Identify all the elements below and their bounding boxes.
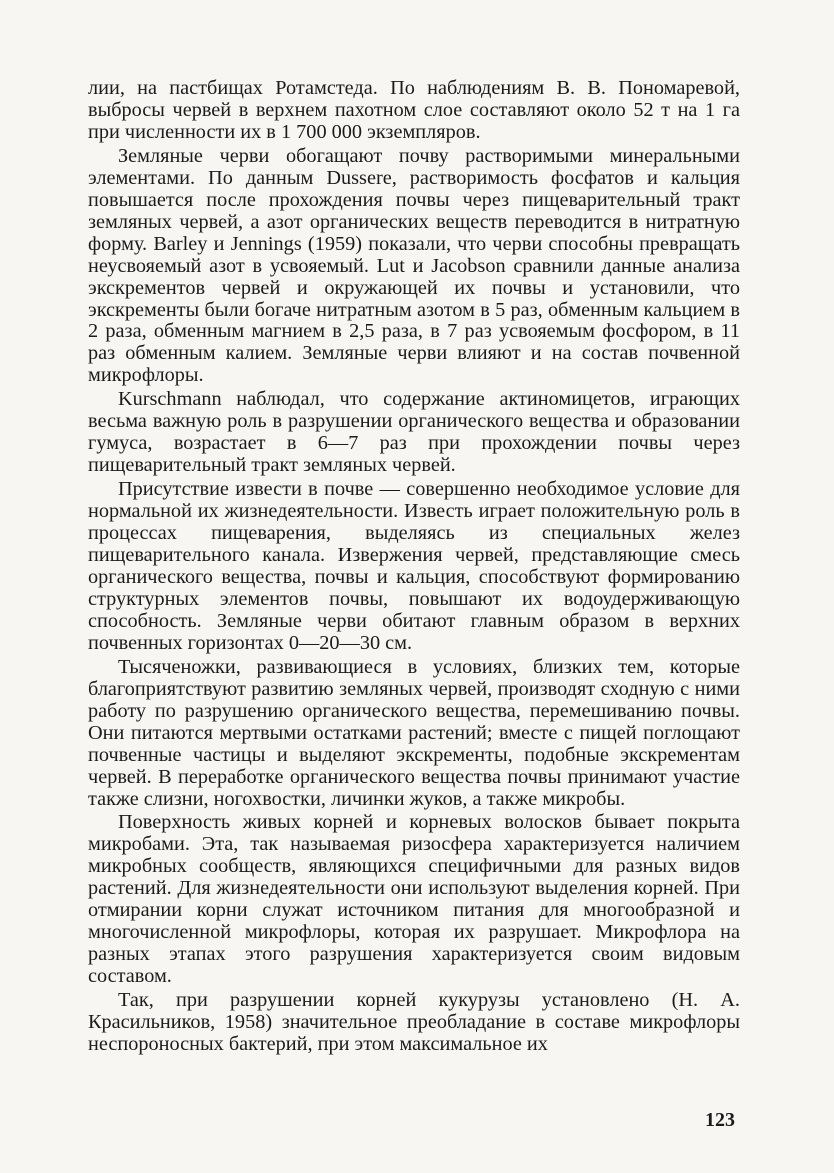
paragraph-7: Так, при разрушении корней кукурузы установлено (Н. А. Красильников, 1958) значительное преобладание в составе микрофлоры неспороносных бактерий, при этом максимальное их — [88, 989, 740, 1055]
paragraph-2: Земляные черви обогащают почву растворимыми минеральными элементами. По данным Dussere, растворимость фосфатов и кальция повышается после прохождения почвы через пищеварительный тракт земляных червей, а азот органических веществ переводится в нитратную форму. Barley и Jennings (1959) показали, что черви способны превращать неусвояемый азот в усвояемый. Lut и Jacobson сравнили данные анализа экскрементов червей и окружающей их почвы и установили, что экскременты были богаче нитратным азотом в 5 раз, обменным кальцием в 2 раза, обменным магнием в 2,5 раза, в 7 раз усвояемым фосфором, в 11 раз обменным калием. Земляные черви влияют и на состав почвенной микрофлоры. — [88, 144, 740, 387]
paragraph-4: Присутствие извести в почве — совершенно необходимое условие для нормальной их жизнедеятельности. Известь играет положительную роль в процессах пищеварения, выделяясь из специальных желез пищеварительного канала. Извержения червей, представляющие смесь органического вещества, почвы и кальция, способствуют формированию структурных элементов почвы, повышают их водоудерживающую способность. Земляные черви обитают главным образом в верхних почвенных горизонтах 0—20—30 см. — [88, 478, 740, 654]
body-text — [88, 78, 740, 1058]
paragraph-6: Поверхность живых корней и корневых волосков бывает покрыта микробами. Эта, так называемая ризосфера характеризуется наличием микробных сообществ, являющихся специфичными для разных видов растений. Для жизнедеятельности они используют выделения корней. При отмирании корни служат источником питания для многообразной и многочисленной микрофлоры, которая их разрушает. Микрофлора на разных этапах этого разрушения характеризуется своим видовым составом. — [88, 811, 740, 988]
paragraph-3: Kurschmann наблюдал, что содержание актиномицетов, играющих весьма важную роль в разрушении органического вещества и образовании гумуса, возрастает в 6—7 раз при прохождении почвы через пищеварительный тракт земляных червей. — [88, 388, 740, 477]
paragraph-5: Тысяченожки, развивающиеся в условиях, близких тем, которые благоприятствуют развитию земляных червей, производят сходную с ними работу по разрушению органического вещества, перемешиванию почвы. Они питаются мертвыми остатками растений; вместе с пищей поглощают почвенные частицы и выделяют экскременты, подобные экскрементам червей. В переработке органического вещества почвы принимают участие также слизни, ногохвостки, личинки жуков, а также микробы. — [88, 655, 740, 810]
paragraph-1: лии, на пастбищах Ротамстеда. По наблюдениям В. В. Пономаревой, выбросы червей в верхнем пахотном слое составляют около 52 т на 1 га при численности их в 1 700 000 экземпляров. — [88, 77, 740, 143]
page-number: 123 — [705, 1109, 735, 1131]
